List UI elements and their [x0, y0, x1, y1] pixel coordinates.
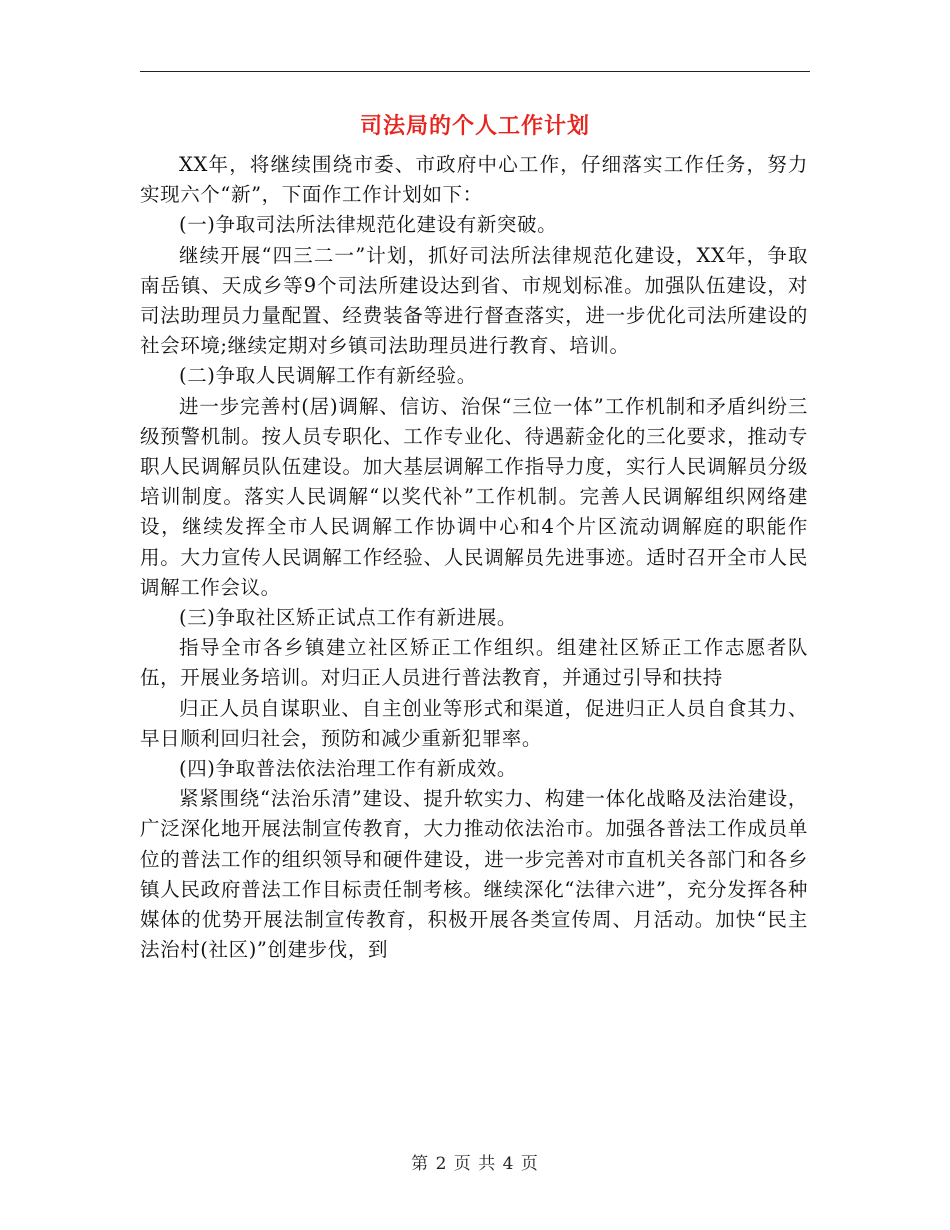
page-number: 第 2 页 共 4 页 [411, 1154, 539, 1174]
section-paragraph-3b: 归正人员自谋职业、自主创业等形式和渠道，促进归正人员自食其力、早日顺利回归社会，预防和减少重新犯罪率。 [140, 696, 808, 750]
section-paragraph-1: 继续开展“四三二一”计划，抓好司法所法律规范化建设，XX年，争取南岳镇、天成乡等9个司法所建设达到省、市规划标准。加强队伍建设，对司法助理员力量配置、经费装备等进行督查落实，进一步优化司法所建设的社会环境;继续定期对乡镇司法助理员进行教育、培训。 [140, 243, 808, 358]
header-rule [140, 71, 810, 72]
section-heading-4: (四)争取普法依法治理工作有新成效。 [179, 757, 518, 781]
section-heading-3: (三)争取社区矫正试点工作有新进展。 [179, 606, 518, 630]
document-body [140, 150, 808, 965]
section-paragraph-4: 紧紧围绕“法治乐清”建设、提升软实力、构建一体化战略及法治建设，广泛深化地开展法制宣传教育，大力推动依法治市。加强各普法工作成员单位的普法工作的组织领导和硬件建设，进一步完善对市直机关各部门和各乡镇人民政府普法工作目标责任制考核。继续深化“法律六进”，充分发挥各种媒体的优势开展法制宣传教育，积极开展各类宣传周、月活动。加快“民主法治村(社区)”创建步伐，到 [140, 787, 808, 962]
section-paragraph-2: 进一步完善村(居)调解、信访、治保“三位一体”工作机制和矛盾纠纷三级预警机制。按人员专职化、工作专业化、待遇薪金化的三化要求，推动专职人民调解员队伍建设。加大基层调解工作指导力度，实行人民调解员分级培训制度。落实人民调解“以奖代补”工作机制。完善人民调解组织网络建设，继续发挥全市人民调解工作协调中心和4个片区流动调解庭的职能作用。大力宣传人民调解工作经验、人民调解员先进事迹。适时召开全市人民调解工作会议。 [140, 394, 808, 599]
section-heading-1: (一)争取司法所法律规范化建设有新突破。 [179, 213, 558, 237]
intro-paragraph: XX年，将继续围绕市委、市政府中心工作，仔细落实工作任务，努力实现六个“新”，下面作工作计划如下： [140, 153, 808, 207]
section-paragraph-3a: 指导全市各乡镇建立社区矫正工作组织。组建社区矫正工作志愿者队伍，开展业务培训。对归正人员进行普法教育，并通过引导和扶持 [140, 636, 808, 690]
section-heading-2: (二)争取人民调解工作有新经验。 [179, 364, 477, 388]
document-title: 司法局的个人工作计划 [359, 113, 590, 139]
